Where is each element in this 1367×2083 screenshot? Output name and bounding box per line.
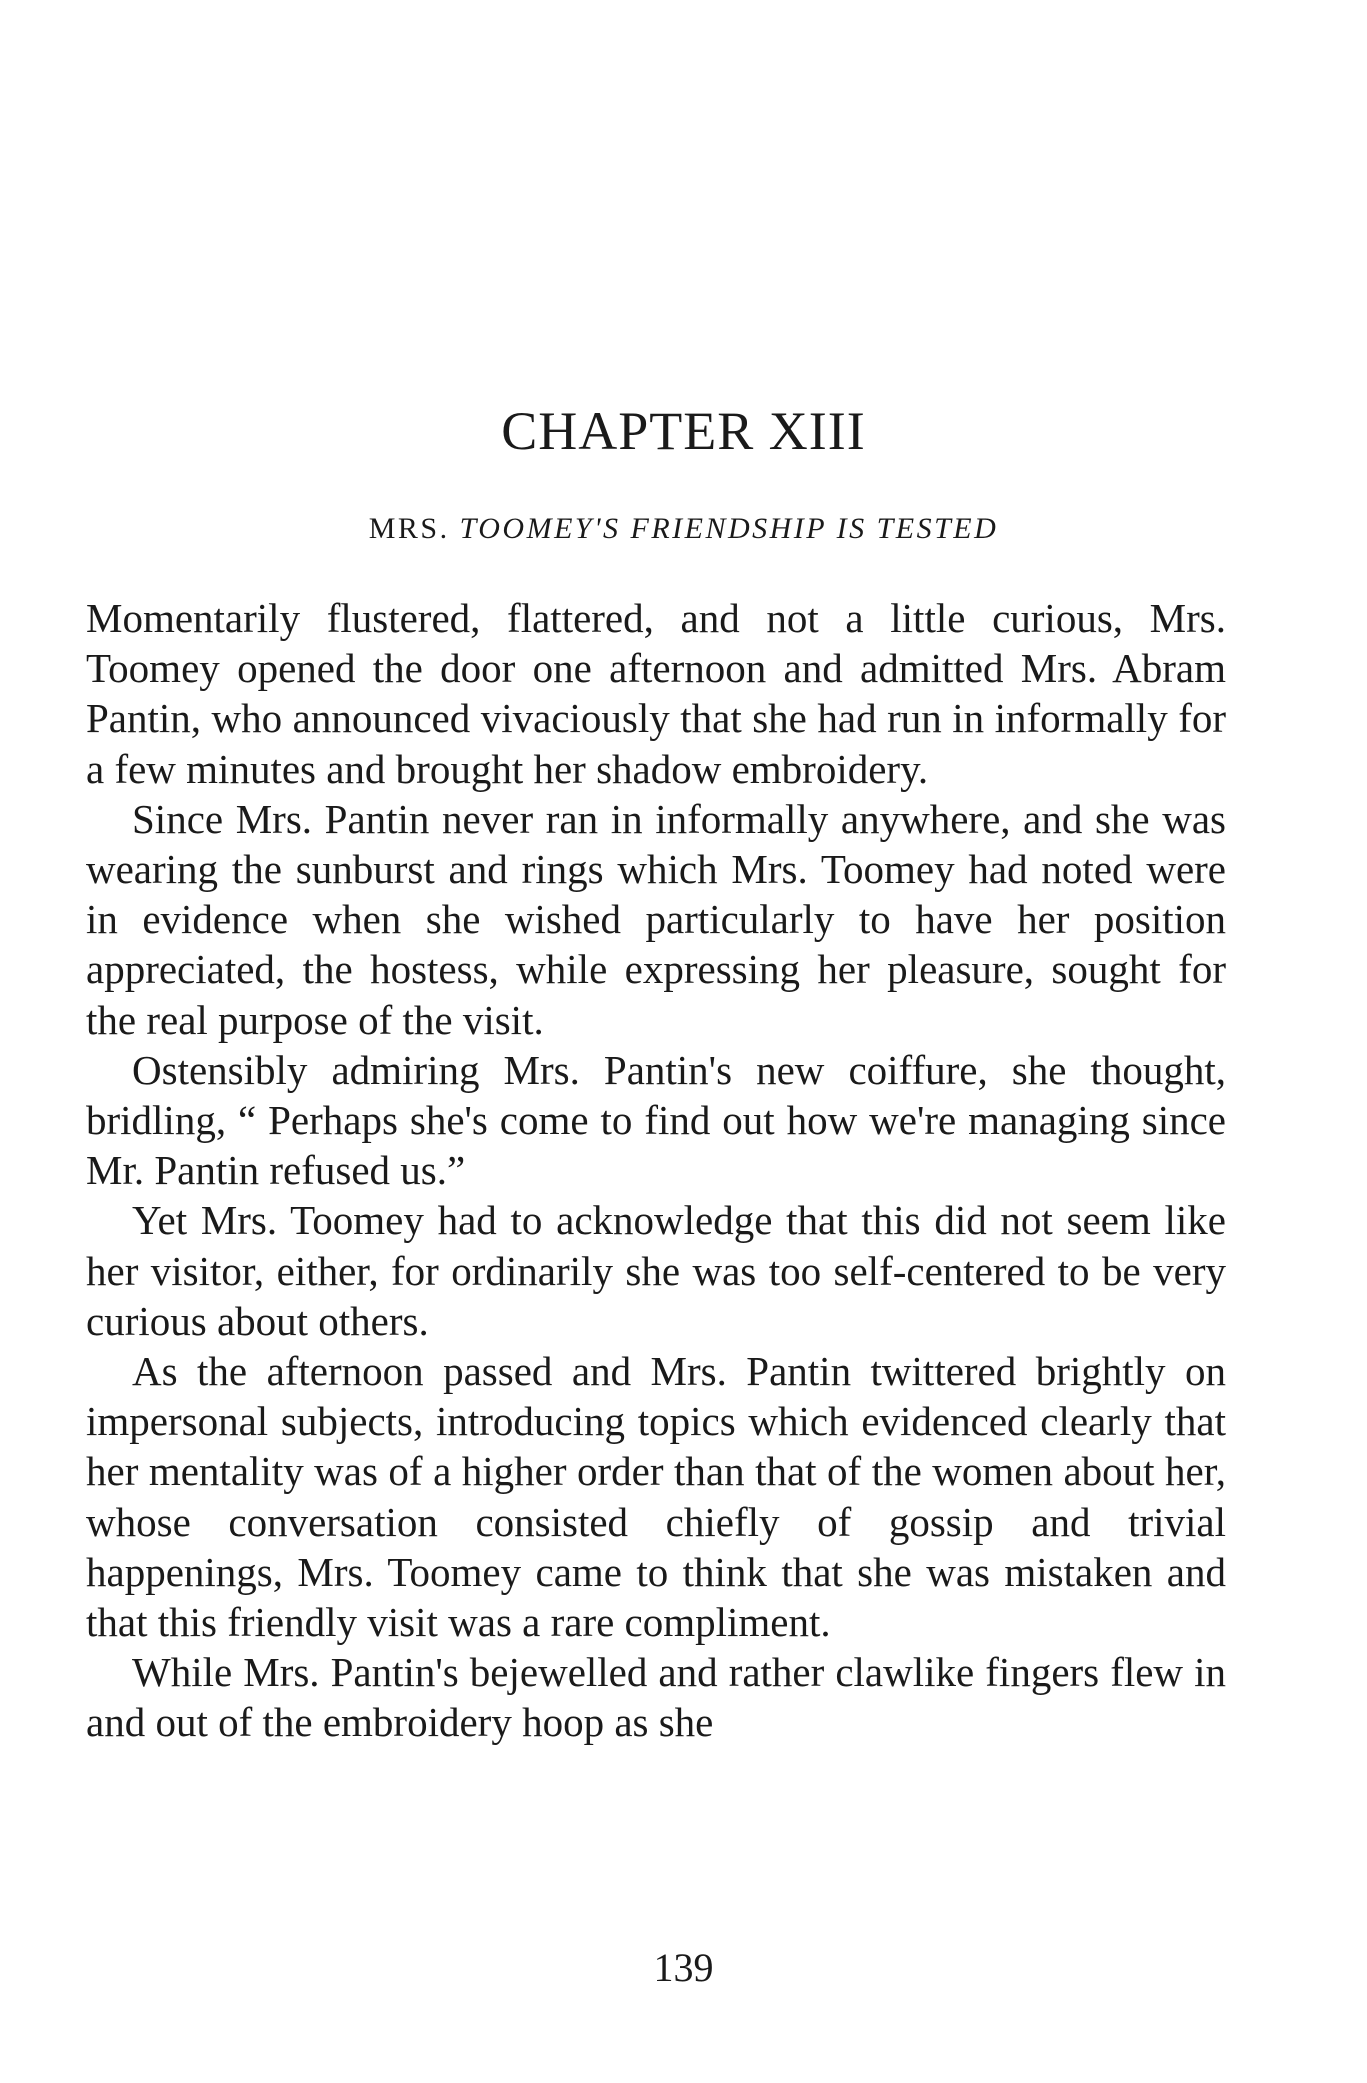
chapter-subtitle bbox=[0, 514, 1367, 544]
paragraph: While Mrs. Pantin's bejewelled and rather clawlike fingers flew in and out of the embroidery hoop as she bbox=[86, 1649, 1226, 1746]
body-text bbox=[86, 593, 1226, 1748]
paragraph: Momentarily flustered, flattered, and not a little curious, Mrs. Toomey opened the door one afternoon and admitted Mrs. Abram Pantin, who announced vivaciously that she had run in informally for a few minutes and brought her shadow embroidery. bbox=[86, 595, 1226, 792]
chapter-subtitle-rest: TOOMEY'S FRIENDSHIP IS TESTED bbox=[459, 512, 999, 545]
chapter-subtitle-prefix: MRS. bbox=[368, 512, 450, 545]
paragraph: Yet Mrs. Toomey had to acknowledge that this did not seem like her visitor, either, for ordinarily she was too self-centered to be very curious about others. bbox=[86, 1197, 1226, 1344]
paragraph: Ostensibly admiring Mrs. Pantin's new coiffure, she thought, bridling, “ Perhaps she's come to find out how we're managing since Mr. Pantin refused us.” bbox=[86, 1046, 1226, 1194]
paragraph: As the afternoon passed and Mrs. Pantin twittered brightly on impersonal subjects, introducing topics which evidenced clearly that her mentality was of a higher order than that of the women about her, whose conversation consisted chiefly of gossip and trivial happenings, Mrs. Toomey came to think that she was mistaken and that this friendly visit was a rare compliment. bbox=[86, 1348, 1226, 1646]
page-number: 139 bbox=[653, 1945, 714, 1990]
paragraph: Since Mrs. Pantin never ran in informally anywhere, and she was wearing the sunburst and rings which Mrs. Toomey had noted were in evidence when she wished particularly to have her position appreciated, the hostess, while expressing her pleasure, sought for the real purpose of the visit. bbox=[86, 795, 1226, 1043]
chapter-title: CHAPTER XIII bbox=[501, 401, 866, 461]
